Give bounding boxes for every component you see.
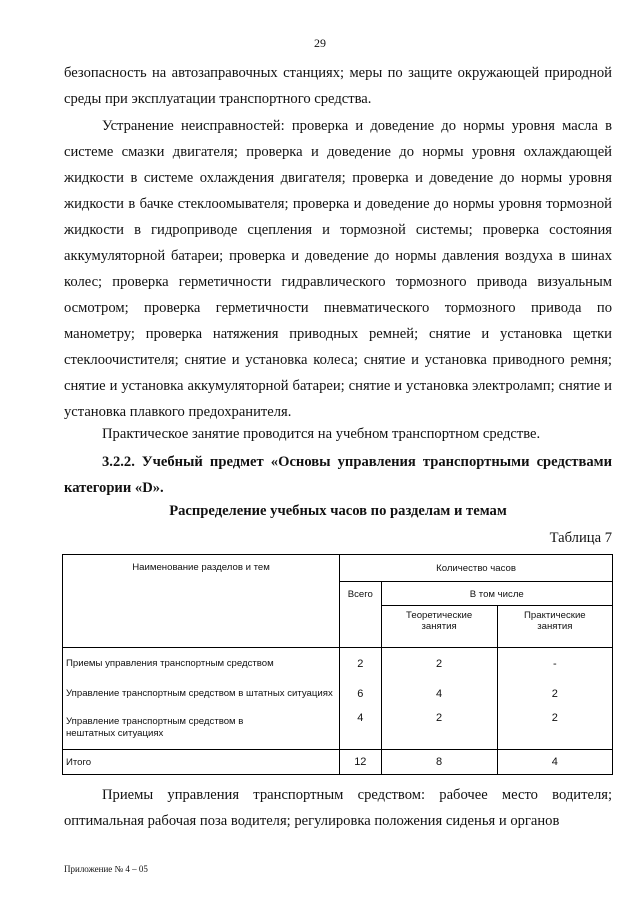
footer-note: Приложение № 4 – 05 bbox=[64, 864, 148, 874]
total-practice: 4 bbox=[497, 750, 612, 775]
table-title: Распределение учебных часов по разделам и темам bbox=[169, 503, 507, 519]
header-hours: Количество часов bbox=[340, 555, 613, 582]
total-name: Итого bbox=[63, 750, 340, 775]
header-name: Наименование разделов и тем bbox=[63, 555, 340, 648]
header-practice: Практические занятия bbox=[497, 606, 612, 648]
row-name: Управление транспортным средством в штатных ситуациях bbox=[63, 680, 340, 708]
page-number: 29 bbox=[314, 36, 326, 50]
paragraph-safety: безопасность на автозаправочных станциях; меры по защите окружающей природной среды при эксплуатации транспортного средства. bbox=[64, 65, 612, 107]
paragraph-troubleshooting: Устранение неисправностей: проверка и доведение до нормы уровня масла в системе смазки двигателя; проверка и доведение до нормы уровня охлаждающей жидкости в системе охлаждения двигателя; проверка и доведение до нормы уровня жидкости в бачке стеклоомывателя; проверка и доведение до нормы уровня тормозной жидкости в гидроприводе сцепления и тормозной системы; проверка состояния аккумуляторной батареи; проверка и доведение до нормы давления воздуха в шинах колес; проверка герметичности гидравлического тормозного привода визуальным осмотром; проверка герметичности пневматического тормозного привода по манометру; проверка натяжения приводных ремней; снятие и установка щетки стеклоочистителя; снятие и установка колеса; снятие и установка приводного ремня; снятие и установка аккумуляторной батареи; снятие и установка электроламп; снятие и установка плавкого предохранителя. bbox=[64, 118, 612, 420]
row-practice: - bbox=[497, 648, 612, 680]
row-name: Приемы управления транспортным средством bbox=[63, 648, 340, 680]
paragraph-practical-lesson: Практическое занятие проводится на учебном транспортном средстве. bbox=[102, 426, 541, 442]
header-theory: Теоретические занятия bbox=[381, 606, 497, 648]
total-theory: 8 bbox=[381, 750, 497, 775]
header-including: В том числе bbox=[381, 582, 612, 606]
table-row bbox=[63, 708, 613, 750]
total-total: 12 bbox=[340, 750, 381, 775]
row-theory: 2 bbox=[381, 708, 497, 750]
row-total: 4 bbox=[340, 708, 381, 750]
table-total-row bbox=[63, 750, 613, 775]
row-total: 6 bbox=[340, 680, 381, 708]
hours-table bbox=[62, 554, 613, 775]
row-theory: 4 bbox=[381, 680, 497, 708]
row-practice: 2 bbox=[497, 708, 612, 750]
row-total: 2 bbox=[340, 648, 381, 680]
table-row bbox=[63, 648, 613, 680]
header-total: Всего bbox=[340, 582, 381, 648]
row-practice: 2 bbox=[497, 680, 612, 708]
section-heading: 3.2.2. Учебный предмет «Основы управления транспортными средствами категории «D». bbox=[64, 454, 612, 496]
table-row bbox=[63, 680, 613, 708]
row-theory: 2 bbox=[381, 648, 497, 680]
paragraph-driving-techniques: Приемы управления транспортным средством: рабочее место водителя; оптимальная рабочая поза водителя; регулировка положения сиденья и органов bbox=[64, 787, 612, 829]
row-name: Управление транспортным средством в нештатных ситуациях bbox=[63, 708, 340, 750]
table-label: Таблица 7 bbox=[549, 530, 612, 546]
